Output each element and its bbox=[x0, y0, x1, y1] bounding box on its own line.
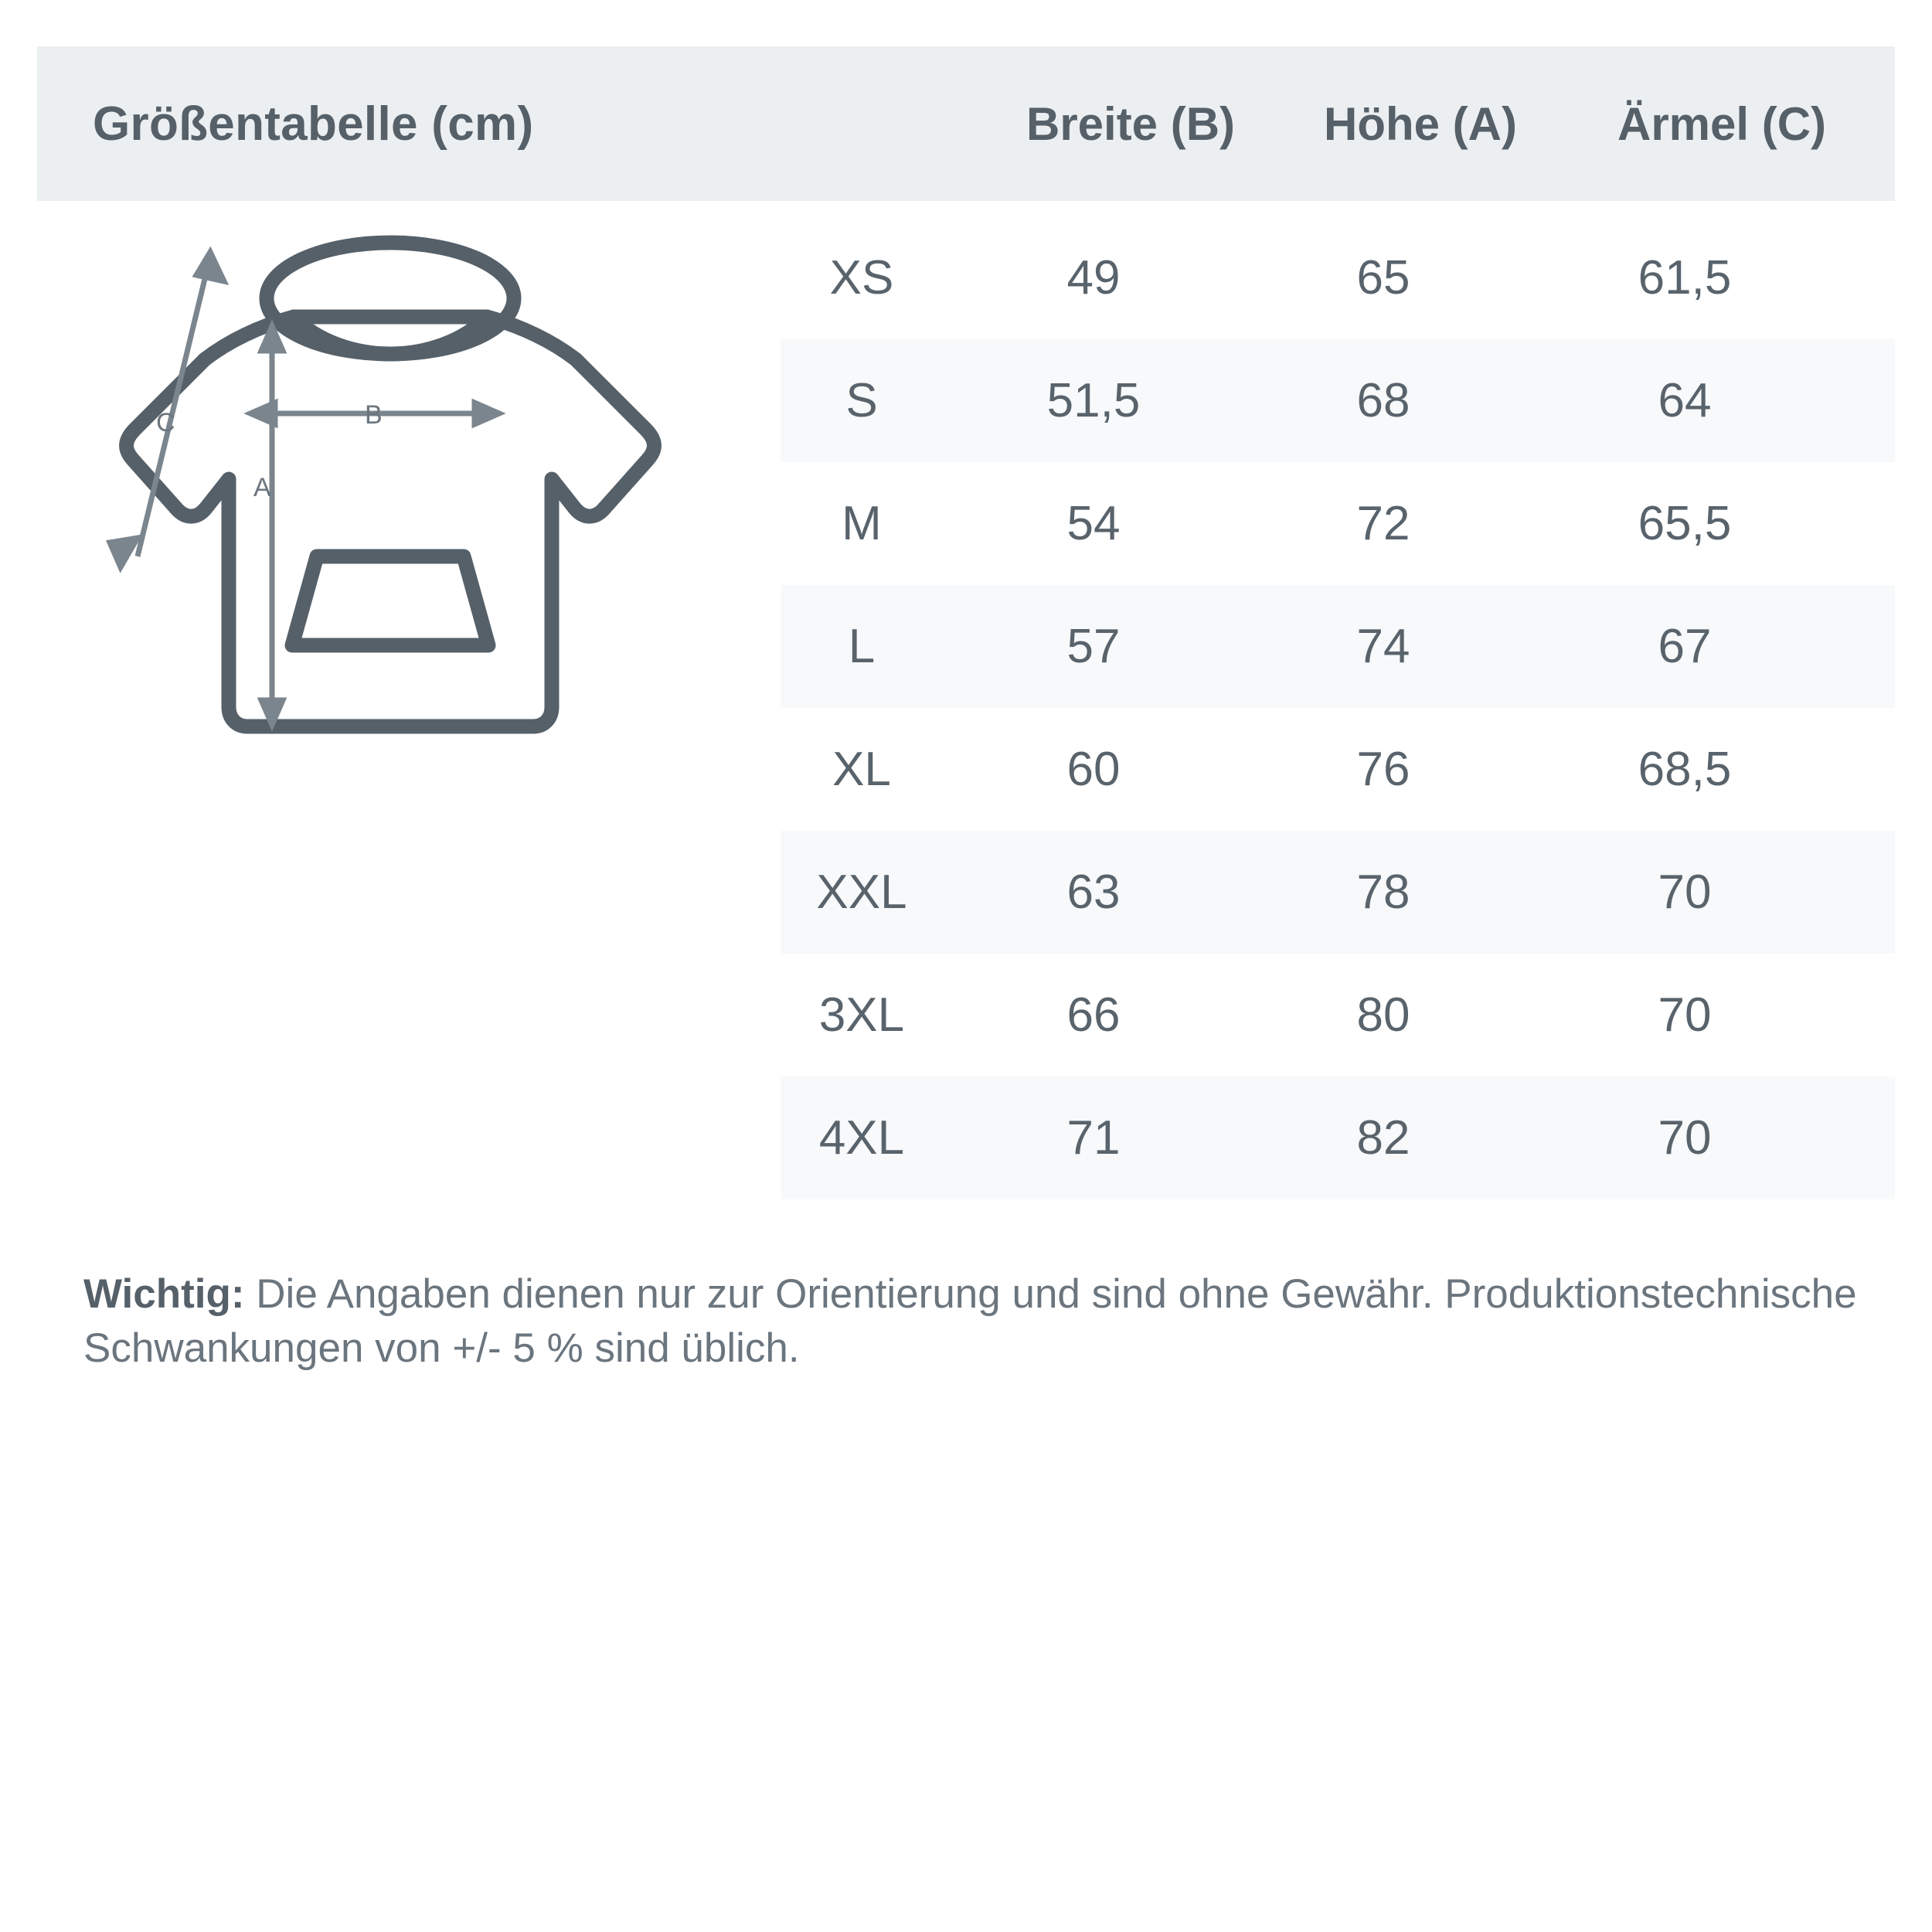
table-row bbox=[781, 954, 1895, 1077]
cell-sleeve: 70 bbox=[1658, 988, 1712, 1042]
cell-sleeve: 65,5 bbox=[1638, 497, 1732, 550]
cell-width: 54 bbox=[1066, 497, 1121, 550]
cell-size: 4XL bbox=[818, 1111, 905, 1165]
cell-width: 63 bbox=[1066, 866, 1121, 919]
cell-size: 3XL bbox=[818, 988, 905, 1042]
cell-size: XS bbox=[829, 251, 894, 304]
cell-sleeve: 61,5 bbox=[1638, 251, 1732, 304]
column-header-height: Höhe (A) bbox=[1324, 97, 1517, 150]
cell-sleeve: 70 bbox=[1658, 1111, 1712, 1165]
column-header-width: Breite (B) bbox=[1026, 97, 1236, 150]
cell-size: M bbox=[842, 497, 882, 550]
table-column-headers bbox=[818, 46, 1895, 201]
cell-size: XL bbox=[832, 743, 891, 796]
cell-height: 82 bbox=[1356, 1111, 1410, 1165]
cell-size: XXL bbox=[816, 866, 907, 919]
cell-height: 65 bbox=[1356, 251, 1410, 304]
cell-width: 57 bbox=[1066, 620, 1121, 673]
cell-height: 68 bbox=[1356, 374, 1410, 427]
cell-height: 78 bbox=[1356, 866, 1410, 919]
header-band bbox=[37, 46, 1895, 201]
cell-sleeve: 70 bbox=[1658, 866, 1712, 919]
cell-sleeve: 64 bbox=[1658, 374, 1712, 427]
table-row bbox=[781, 1077, 1895, 1199]
label-sleeve: C bbox=[156, 408, 175, 437]
label-width: B bbox=[365, 400, 383, 430]
cell-size: L bbox=[848, 620, 876, 673]
page-title: Größentabelle (cm) bbox=[93, 97, 534, 151]
disclaimer-text: Die Angaben dienen nur zur Orientierung und sind ohne Gewähr. Produktionstechnische Schwankungen von +/- 5 % sind üblich. bbox=[83, 1271, 1857, 1371]
cell-width: 66 bbox=[1066, 988, 1121, 1042]
table-row bbox=[781, 585, 1895, 708]
size-table bbox=[781, 216, 1895, 1199]
table-row bbox=[781, 831, 1895, 954]
cell-size: S bbox=[845, 374, 878, 427]
cell-height: 74 bbox=[1356, 620, 1410, 673]
disclaimer-note bbox=[83, 1267, 1884, 1376]
cell-height: 80 bbox=[1356, 988, 1410, 1042]
cell-height: 72 bbox=[1356, 497, 1410, 550]
cell-height: 76 bbox=[1356, 743, 1410, 796]
table-row bbox=[781, 339, 1895, 462]
cell-width: 60 bbox=[1066, 743, 1121, 796]
column-header-sleeve: Ärmel (C) bbox=[1617, 97, 1827, 150]
cell-sleeve: 67 bbox=[1658, 620, 1712, 673]
cell-sleeve: 68,5 bbox=[1638, 743, 1732, 796]
table-row bbox=[781, 216, 1895, 339]
cell-width: 71 bbox=[1066, 1111, 1121, 1165]
table-row bbox=[781, 708, 1895, 831]
disclaimer-label: Wichtig: bbox=[83, 1271, 245, 1317]
cell-width: 51,5 bbox=[1046, 374, 1141, 427]
hoodie-measurement-diagram bbox=[62, 224, 757, 788]
label-height: A bbox=[253, 473, 271, 502]
table-row bbox=[781, 462, 1895, 585]
cell-width: 49 bbox=[1066, 251, 1121, 304]
